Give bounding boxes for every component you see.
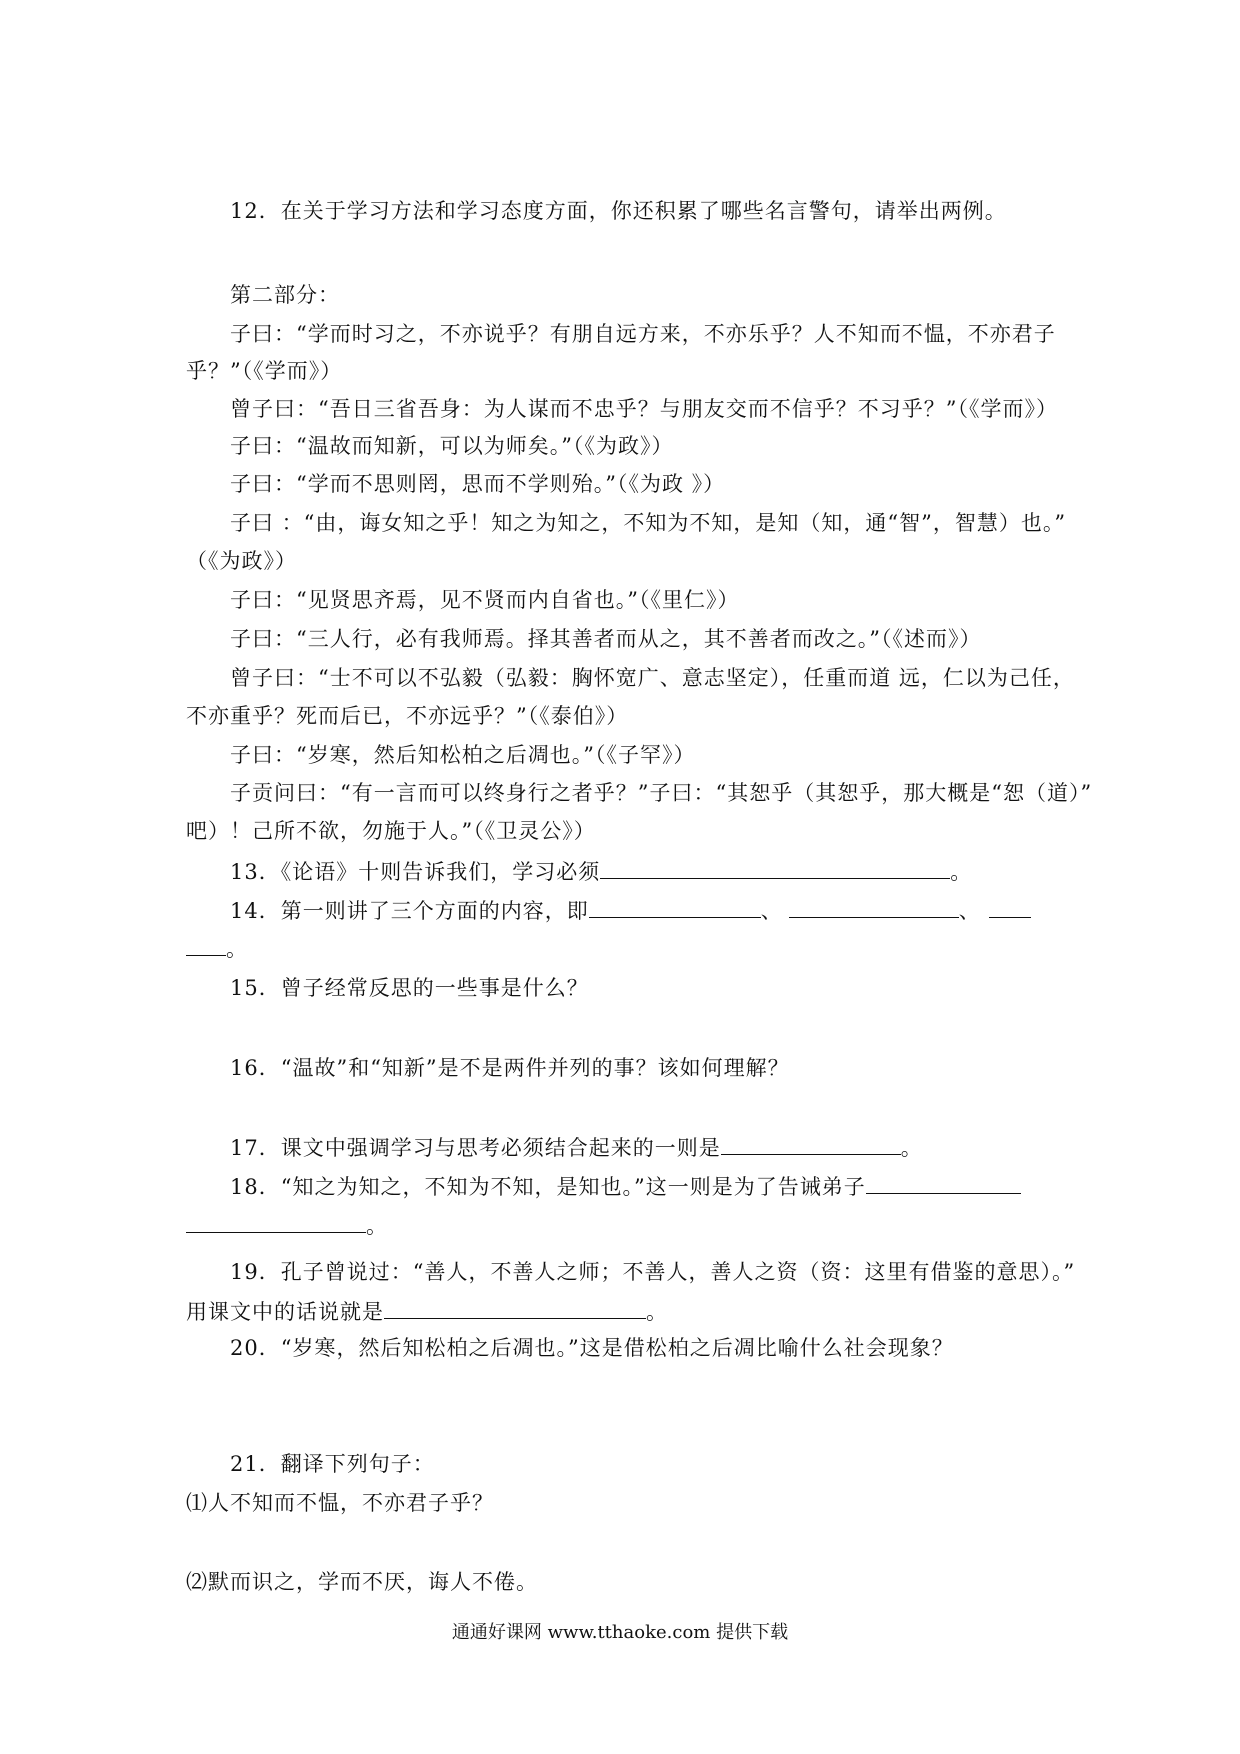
q14-answer-blank-2[interactable] [789,895,959,918]
passage-8-line-2: 不亦重乎？死而后已，不亦远乎？”（《泰伯》） [186,704,629,728]
passage-1-line-2: 乎？”（《学而》） [186,359,343,383]
q17-answer-blank[interactable] [721,1132,901,1155]
question-19-line-1: 19．孔子曾说过：“善人，不善人之师；不善人，善人之资（资：这里有借鉴的意思）。” [230,1260,1076,1284]
q13-answer-blank[interactable] [600,856,950,879]
part2-heading: 第二部分： [230,283,340,307]
question-19-line-2: 用课文中的话说就是 。 [186,1296,668,1326]
question-14: 14．第一则讲了三个方面的内容，即 、 、 [230,895,1031,925]
q14-answer-blank-3-continued[interactable] [186,933,226,956]
q18-answer-blank-continued[interactable] [186,1210,366,1233]
q18-answer-blank[interactable] [866,1171,1021,1194]
passage-10-line-1: 子贡问曰：“有一言而可以终身行之者乎？”子曰：“其恕乎（其恕乎，那大概是“恕（道）” [230,781,1093,805]
question-21-item-1: ⑴人不知而不愠，不亦君子乎？ [186,1491,494,1515]
q19-answer-blank[interactable] [384,1296,646,1319]
passage-8-line-1: 曾子曰：“士不可以不弘毅（弘毅：胸怀宽广、意志坚定），任重而道 远，仁以为己任， [230,666,1075,690]
passage-7: 子曰：“三人行，必有我师焉。择其善者而从之，其不善者而改之。”（《述而》） [230,627,982,651]
question-13: 13．《论语》十则告诉我们，学习必须 。 [230,856,972,886]
question-18: 18．“知之为知之，不知为不知，是知也。”这一则是为了告诫弟子 [230,1171,1021,1201]
passage-5-line-1: 子曰 ：“由，诲女知之乎！知之为知之，不知为不知，是知（知，通“智”，智慧）也。” [230,511,1067,535]
passage-3: 子曰：“温故而知新，可以为师矣。”（《为政》） [230,434,674,458]
passage-6: 子曰：“见贤思齐焉，见不贤而内自省也。”（《里仁》） [230,588,740,612]
passage-4: 子曰：“学而不思则罔，思而不学则殆。”（《为政 》） [230,472,726,496]
question-21: 21．翻译下列句子： [230,1452,435,1476]
question-21-item-2: ⑵默而识之，学而不厌，诲人不倦。 [186,1570,538,1594]
question-15: 15．曾子经常反思的一些事是什么？ [230,976,589,1000]
q14-answer-blank-1[interactable] [589,895,761,918]
page-footer: 通通好课网 www.tthaoke.com 提供下载 [451,1622,789,1643]
question-18-continued: 。 [186,1210,388,1240]
question-14-continued: 。 [186,933,248,963]
question-20: 20．“岁寒，然后知松柏之后凋也。”这是借松柏之后凋比喻什么社会现象？ [230,1336,954,1360]
passage-5-line-2: （《为政》） [186,549,297,573]
question-16: 16．“温故”和“知新”是不是两件并列的事？该如何理解？ [230,1056,790,1080]
passage-1-line-1: 子曰：“学而时习之，不亦说乎？有朋自远方来，不亦乐乎？人不知而不愠，不亦君子 [230,322,1056,346]
passage-9: 子曰：“岁寒，然后知松柏之后凋也。”（《子罕》） [230,743,696,767]
question-17: 17．课文中强调学习与思考必须结合起来的一则是 。 [230,1132,923,1162]
passage-2: 曾子曰：“吾日三省吾身：为人谋而不忠乎？与朋友交而不信乎？不习乎？”（《学而》） [230,397,1058,421]
passage-10-line-2: 吧）！己所不欲，勿施于人。”（《卫灵公》） [186,819,596,843]
q14-answer-blank-3[interactable] [989,895,1031,918]
question-12: 12．在关于学习方法和学习态度方面，你还积累了哪些名言警句，请举出两例。 [230,199,1007,223]
